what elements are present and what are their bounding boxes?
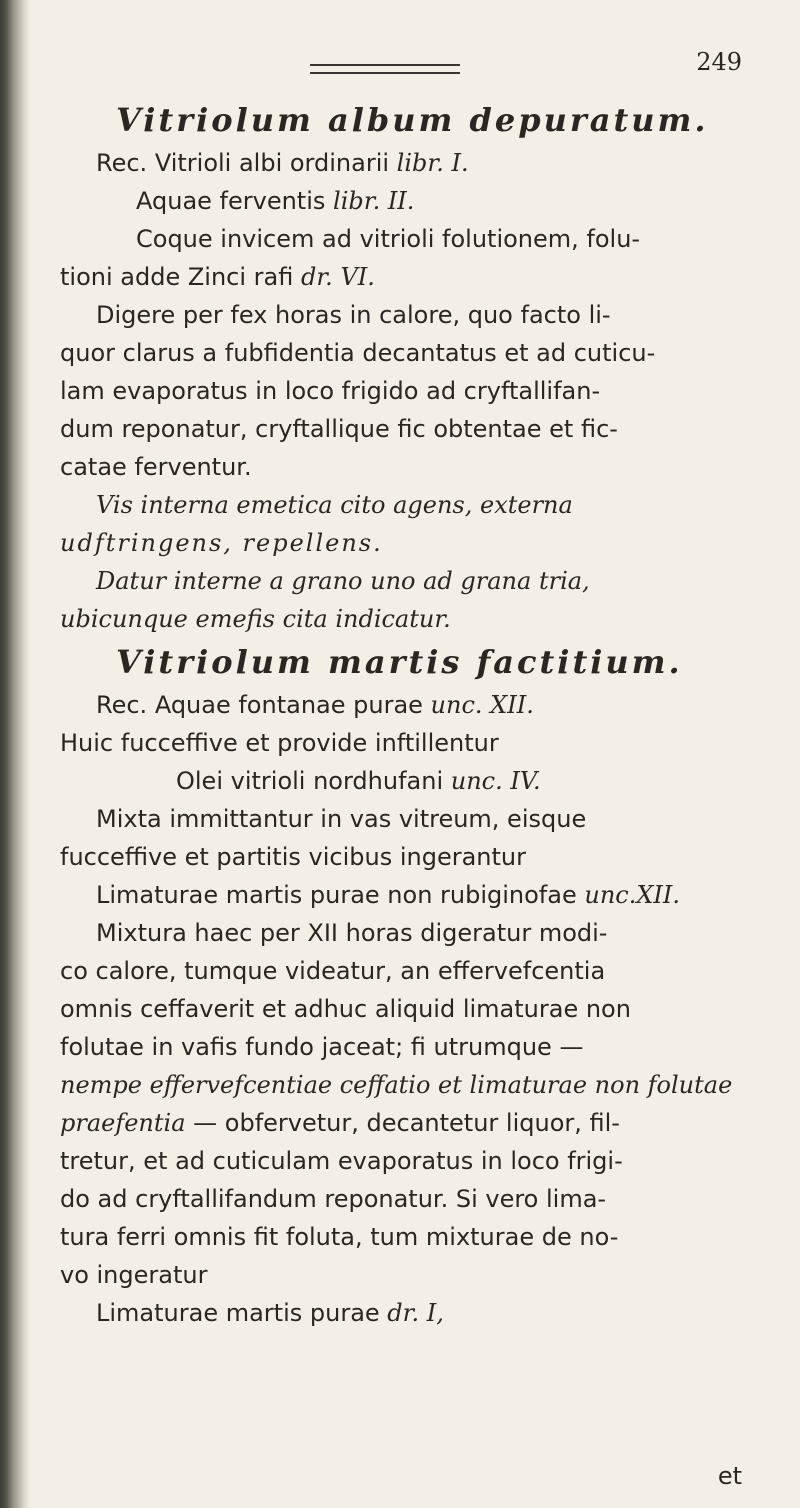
italic-line: Datur interne a grano uno ad grana tria,: [96, 567, 590, 595]
text-line: fucceffive et partitis vicibus ingerantur: [60, 843, 526, 871]
binding-gutter: [0, 0, 30, 1508]
text-line: praefentia — obfervetur, decantetur liquor, fil-: [60, 1109, 620, 1137]
section-title-vitriolum-album: Vitriolum album depuratum.: [116, 101, 709, 139]
text-line: Coque invicem ad vitrioli folutionem, folu-: [136, 225, 641, 253]
text-line: vo ingeratur: [60, 1261, 208, 1289]
text-line: do ad cryftallifandum reponatur. Si vero lima-: [60, 1185, 607, 1213]
section-title-vitriolum-martis: Vitriolum martis factitium.: [116, 643, 683, 681]
text-line: Rec. Vitrioli albi ordinarii libr. I.: [96, 149, 469, 177]
text-line: co calore, tumque videatur, an effervefcentia: [60, 957, 606, 985]
text-line: Huic fucceffive et provide inftillentur: [60, 729, 499, 757]
page-number: 249: [696, 48, 742, 76]
text-line: Limaturae martis purae dr. I,: [96, 1299, 444, 1327]
text-line: Rec. Aquae fontanae purae unc. XII.: [96, 691, 534, 719]
text-line: Limaturae martis purae non rubiginofae unc.XII.: [96, 881, 681, 909]
text-line: tura ferri omnis fit foluta, tum mixturae de no-: [60, 1223, 619, 1251]
book-page: [60, 48, 780, 1332]
text-line: Mixtura haec per XII horas digeratur modi-: [96, 919, 608, 947]
text-line: quor clarus a fubfidentia decantatus et ad cuticu-: [60, 339, 656, 367]
text-line: Digere per fex horas in calore, quo facto li-: [96, 301, 611, 329]
text-line: tioni adde Zinci rafi dr. VI.: [60, 263, 375, 291]
text-line: Olei vitrioli nordhufani unc. IV.: [176, 767, 541, 795]
italic-line: nempe effervefcentiae ceffatio et limaturae non folutae: [60, 1071, 733, 1099]
catchword: et: [717, 1462, 742, 1490]
text-line: folutae in vafis fundo jaceat; fi utrumque —: [60, 1033, 584, 1061]
italic-line: Vis interna emetica cito agens, externa: [96, 491, 573, 519]
text-line: dum reponatur, cryftallique fic obtentae et fic-: [60, 415, 618, 443]
italic-line: ubicunque emefis cita indicatur.: [60, 605, 451, 633]
header-rule: [310, 64, 460, 74]
text-line: Mixta immittantur in vas vitreum, eisque: [96, 805, 587, 833]
text-line: tretur, et ad cuticulam evaporatus in loco frigi-: [60, 1147, 623, 1175]
page-header: [60, 48, 780, 96]
italic-line: udftringens, repellens.: [60, 529, 383, 557]
text-line: Aquae ferventis libr. II.: [136, 187, 415, 215]
text-line: catae ferventur.: [60, 453, 252, 481]
text-line: omnis ceffaverit et adhuc aliquid limaturae non: [60, 995, 631, 1023]
text-line: lam evaporatus in loco frigido ad cryftallifan-: [60, 377, 601, 405]
